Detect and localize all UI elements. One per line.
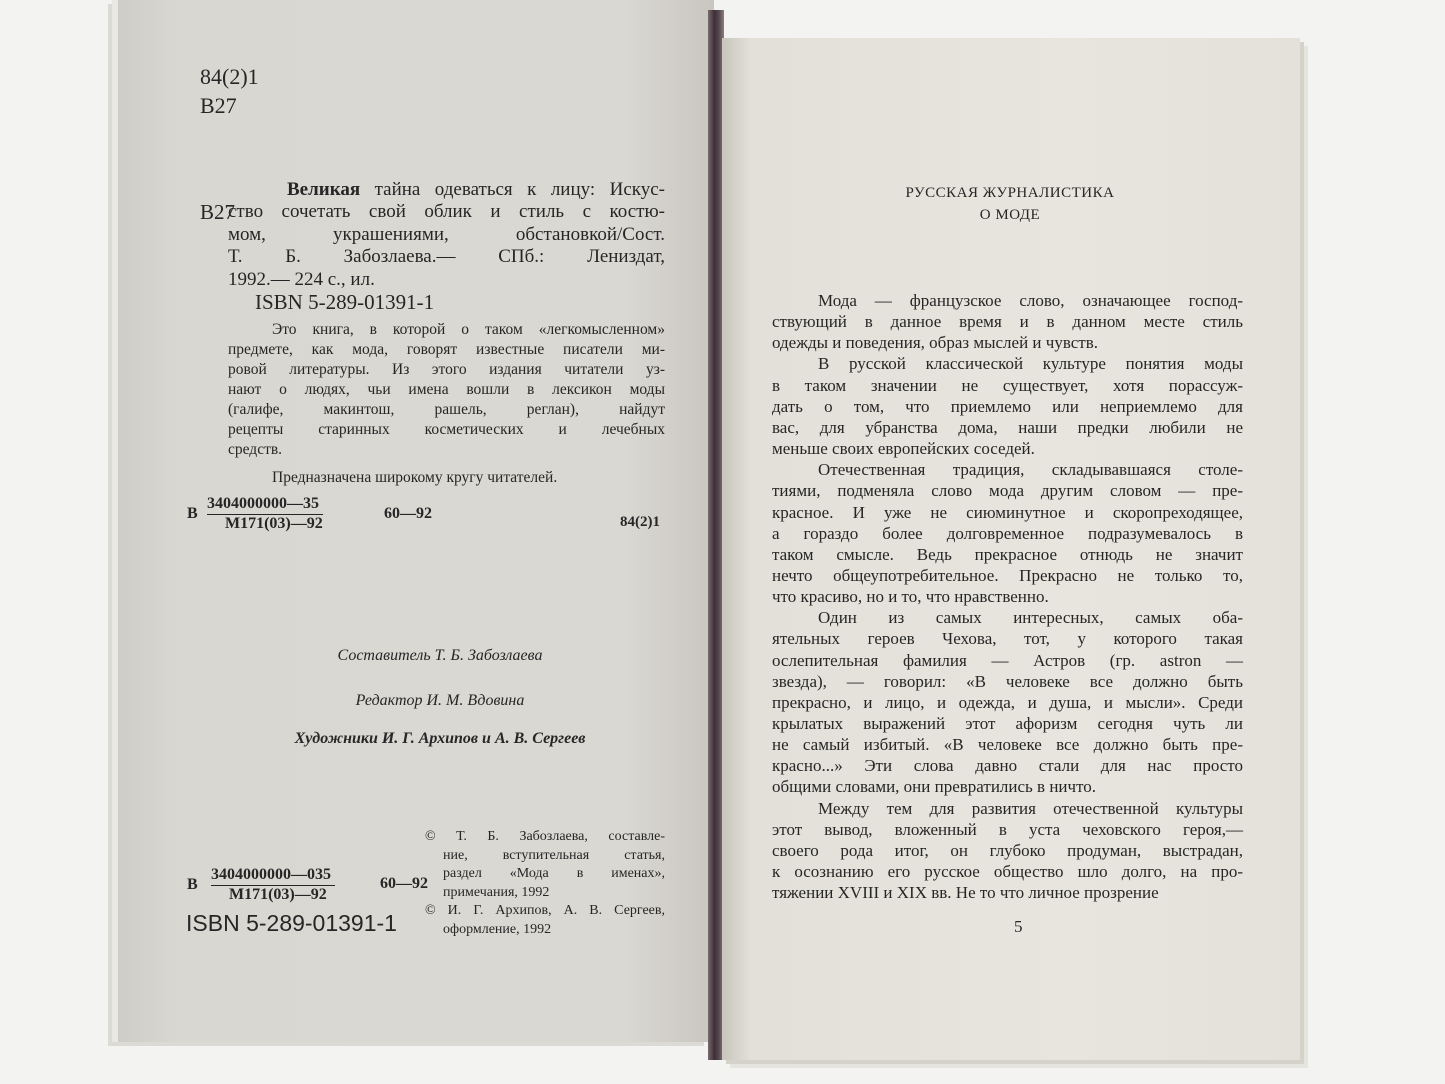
index-top-class: 84(2)1: [620, 514, 660, 530]
annotation-line: предмете, как мода, говорят известные писатели ми-: [228, 341, 665, 358]
catalog-line: ство сочетать свой облик и стиль с костю-: [228, 201, 665, 223]
body-text-line: прекрасно, и лицо, и одежда, и душа, и мысли». Среди: [772, 692, 1243, 712]
index-top: В 3404000000—35 М171(03)—92: [187, 495, 323, 532]
annotation-line: рецепты старинных косметических и лечебных: [228, 421, 665, 438]
body-text-line: в таком значении не существует, хотя порассуж-: [772, 375, 1243, 395]
copyright-line: оформление, 1992: [443, 921, 552, 937]
body-text-line: одежды и поведения, образ мыслей и чувств.: [772, 333, 1099, 353]
catalog-title-line: Великая тайна одеваться к лицу: Искус-: [287, 179, 665, 200]
index-top-code: 60—92: [384, 505, 432, 522]
compiler-credit: Составитель Т. Б. Забозлаева: [337, 647, 543, 664]
body-text-line: общими словами, они превратились в ничто.: [772, 777, 1097, 797]
body-text-line: красно...» Эти слова давно стали для нас просто: [772, 756, 1243, 776]
editor-credit: Редактор И. М. Вдовина: [355, 692, 525, 709]
body-text-line: тяжении XVIII и XIX вв. Не то что личное прозрение: [772, 883, 1159, 903]
annotation-line: нают о людях, чьи имена вошли в лексикон моды: [228, 381, 665, 398]
body-text-line: звезда), — говорил: «В человеке все должно быть: [772, 671, 1243, 691]
copyright-line: ние, вступительная статья,: [443, 847, 665, 863]
copyright-line: примечания, 1992: [443, 884, 550, 900]
body-text-line: красное. И уже не сиюминутное и скоропреходящее,: [772, 502, 1243, 522]
catalog-isbn: ISBN 5-289-01391-1: [255, 290, 435, 314]
body-text-line: Между тем для развития отечественной культуры: [818, 798, 1243, 818]
body-text-line: своего рода итог, он глубоко продуман, выстрадан,: [772, 840, 1243, 860]
annotation-line: Предназначена широкому кругу читателей.: [272, 469, 558, 486]
annotation-line: (галифе, макинтош, рашель, реглан), найдут: [228, 401, 665, 418]
copyright-line: раздел «Мода в именах»,: [443, 866, 665, 881]
body-text-line: дать о том, что приемлемо или неприемлемо для: [772, 396, 1243, 416]
body-text-line: таком смысле. Ведь прекрасное отнюдь не значит: [772, 544, 1243, 564]
body-text-line: Один из самых интересных, самых оба-: [818, 608, 1243, 628]
page-number: 5: [1014, 917, 1023, 936]
annotation-line: средств.: [228, 441, 283, 458]
index-bottom-code: 60—92: [380, 875, 428, 892]
class-code: 84(2)1: [200, 64, 259, 89]
chapter-heading-line-2: О МОДЕ: [979, 207, 1041, 223]
body-text-line: не самый избитый. «В человеке все должно быть пре-: [772, 735, 1243, 755]
body-text-line: что красиво, но и то, что нравственно.: [772, 587, 1049, 607]
body-text-line: Отечественная традиция, складывавшаяся столе-: [818, 460, 1243, 480]
catalog-line: Т. Б. Забозлаева.— СПб.: Лениздат,: [228, 246, 665, 268]
annotation-line: Это книга, в которой о таком «легкомысленном»: [272, 321, 665, 338]
body-text-line: а гораздо более долговременное подразумевалось в: [772, 523, 1243, 543]
body-text-line: ятельных героев Чехова, тот, у которого такая: [772, 629, 1243, 649]
entry-mark: В27: [200, 200, 236, 224]
body-text-line: крылатых выражений этот афоризм сегодня чуть ли: [772, 714, 1243, 733]
annotation-line: ровой литературы. Из этого издания читатели уз-: [228, 361, 665, 378]
catalog-line: 1992.— 224 с., ил.: [228, 268, 375, 290]
copyright-line: © Т. Б. Забозлаева, составле-: [425, 829, 665, 844]
author-mark: В27: [200, 93, 237, 118]
isbn: ISBN 5-289-01391-1: [186, 910, 397, 936]
chapter-heading-line-1: РУССКАЯ ЖУРНАЛИСТИКА: [905, 185, 1115, 201]
body-text-line: ствующий в данное время и в данном месте стиль: [772, 312, 1243, 332]
body-text-line: ослепительная фамилия — Астров (гр. astron —: [772, 650, 1243, 670]
body-text-line: вас, для убранства дома, наши предки любили не: [772, 417, 1243, 437]
body-text-line: тиями, подменяла слово мода другим словом — пре-: [772, 481, 1243, 501]
title-bold: Великая: [287, 179, 361, 200]
body-text-line: этот вывод, вложенный в уста чеховского героя,—: [772, 819, 1243, 839]
body-text-line: к осознанию его русское общество шло долго, на про-: [772, 862, 1243, 882]
artists-credit: Художники И. Г. Архипов и А. В. Сергеев: [294, 730, 586, 747]
body-text-line: нечто общеупотребительное. Прекрасно не только то,: [772, 565, 1243, 585]
body-text-line: В русской классической культуре понятия моды: [818, 354, 1243, 374]
body-text-line: Мода — французское слово, означающее господ-: [818, 291, 1243, 310]
copyright-line: © И. Г. Архипов, А. В. Сергеев,: [425, 903, 665, 918]
body-text-line: меньше своих европейских соседей.: [772, 439, 1035, 459]
catalog-line: мом, украшениями, обстановкой/Сост.: [228, 223, 665, 245]
index-bottom: В 3404000000—035 М171(03)—92: [187, 866, 335, 904]
